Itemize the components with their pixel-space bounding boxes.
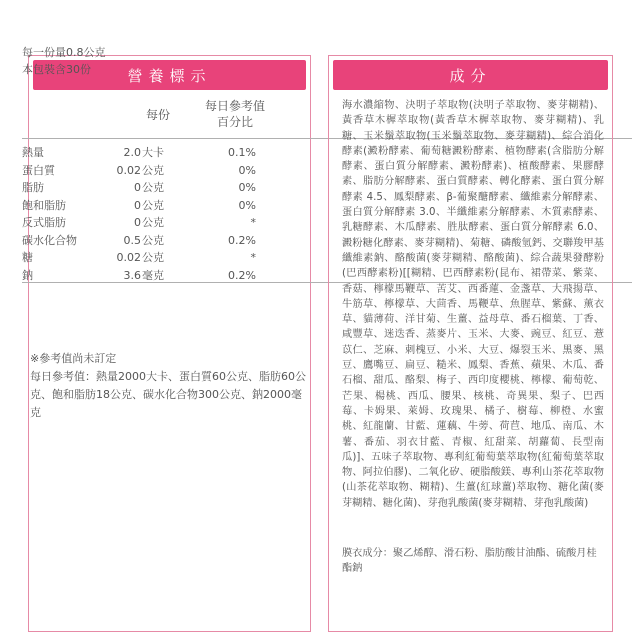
nutrient-daily-ref: 0%	[238, 163, 256, 177]
nutrition-row	[22, 233, 274, 249]
nutrient-unit: 公克	[142, 181, 164, 194]
nutrient-unit: 毫克	[142, 268, 164, 282]
col-daily-ref-line2: 百分比	[216, 115, 253, 129]
nutrition-row	[22, 180, 274, 196]
nutrient-unit: 公克	[142, 251, 164, 264]
nutrient-unit: 大卡	[142, 146, 164, 159]
nutrient-value: 3.6	[123, 268, 141, 282]
col-daily-ref-line1: 每日參考值	[204, 99, 265, 113]
nutrient-unit: 公克	[142, 216, 164, 229]
nutrition-row	[22, 198, 274, 214]
nutrient-unit: 公克	[142, 198, 164, 212]
ingredients-text: 海水濃縮物、決明子萃取物(決明子萃取物、麥芽糊精)、黃香草木樨萃取物(黃香草木樨萃取物、麥芽糊精)、乳糖、玉米鬚萃取物(玉米鬚萃取物、麥芽糊精)、綜合消化酵素(澱粉酵素、葡萄糖澱粉酵素、植物酵素(含脂肪分解酵素、蛋白質分解酵素、澱粉酵素)、植酸酵素、果膠酵素、脂肪分解酵素、蛋白質酵素、轉化酵素、蛋白質分解酵素 4.5、鳳梨酵素、β-葡聚醣酵素、纖維素分解酵素、蛋白質分解酵素 3.0、半纖維素分解酵素、木質素酵素、乳糖酵素、木瓜酵素、胜肽酵素、蛋白質分解酵素 6.0、澱粉糖化酵素、麥芽糊精)、菊糖、磷酸氫鈣、交聯羧甲基纖維素鈉、酪酸菌(麥芽糊精、酪酸菌)、綜合蔬果發酵粉(巴西酵素粉)[[糊精、巴西酵素粉(昆布、裙帶菜、紫菜、香菇、檸檬馬鞭草、苦艾、西番蓮、金盞草、大飛揚草、牛筋草、檸檬草、大茴香、馬鞭草、魚腥草、紫蘇、薰衣草、貓薄荷、洋甘菊、生薑、益母草、番石榴葉、丁香、咸豐草、迷迭香、蒸麥片、玉米、大麥、豌豆、紅豆、薏苡仁、芝麻、刺槐豆、小米、大豆、爆裂玉米、黑麥、黑豆、鷹嘴豆、扁豆、糙米、鳳梨、香蕉、蘋果、木瓜、番石榴、甜瓜、酪梨、梅子、西印度櫻桃、檸檬、葡萄乾、芒果、楊桃、西瓜、腰果、核桃、奇異果、梨子、巴西莓、卡姆果、萊姆、玫瑰果、橘子、樹莓、柳橙、水蜜桃、紅龍蘭、甘藍、蓮藕、牛蒡、荷苣、地瓜、南瓜、木薯、番茄、羽衣甘藍、青椒、紅甜菜、胡蘿蔔、長型南瓜)]、五味子萃取物、專利紅葡萄葉萃取物(紅葡萄葉萃取物、阿拉伯膠)、二氧化矽、硬脂酸鎂、專利山茶花萃取物(山茶花萃取物、糊精)、生薑(紅球薑)萃取物、糖化菌(麥芽糊精、糖化菌)、芽孢乳酸菌(麥芽糊精、芽孢乳酸菌)	[342, 100, 604, 509]
serving-info	[22, 44, 106, 78]
note-daily: 每日參考值：熱量2000大卡、蛋白質60公克、脂肪60公克、飽和脂肪18公克、碳水化合物300公克、鈉2000毫克	[30, 370, 306, 419]
nutrition-row	[22, 250, 274, 266]
nutrient-value: 0	[134, 181, 141, 194]
nutrition-notes	[30, 350, 310, 422]
nutrient-unit: 公克	[142, 233, 164, 247]
nutrient-daily-ref: 0.2%	[228, 268, 256, 282]
nutrient-name: 熱量	[22, 146, 44, 159]
col-daily-ref	[190, 98, 280, 130]
nutrition-title: 營養標示	[33, 60, 306, 90]
serving-size: 每一份量0.8公克	[22, 46, 106, 59]
nutrient-value: 0	[134, 198, 141, 212]
nutrient-daily-ref: *	[250, 251, 256, 264]
nutrient-value: 0.02	[116, 251, 141, 264]
nutrition-panel	[28, 55, 311, 632]
ingredients-title: 成分	[333, 60, 608, 90]
nutrient-name: 鈉	[22, 268, 33, 282]
nutrient-name: 脂肪	[22, 181, 44, 194]
nutrient-daily-ref: *	[250, 216, 256, 229]
nutrition-row	[22, 145, 274, 161]
nutrient-value: 0.02	[116, 163, 141, 177]
coating-text: 膜衣成分：聚乙烯醇、滑石粉、脂肪酸甘油酯、硫酸月桂酯鈉	[342, 548, 597, 575]
nutrition-row	[22, 215, 274, 231]
servings-per-pack: 本包裝含30份	[22, 63, 91, 76]
nutrient-name: 飽和脂肪	[22, 198, 66, 212]
nutrient-daily-ref: 0%	[238, 181, 256, 194]
nutrient-value: 0	[134, 216, 141, 229]
nutrient-daily-ref: 0.2%	[228, 233, 256, 247]
nutrient-value: 0.5	[123, 233, 141, 247]
nutrient-name: 糖	[22, 251, 33, 264]
nutrient-daily-ref: 0.1%	[228, 146, 256, 159]
nutrient-value: 2.0	[123, 146, 141, 159]
nutrition-row	[22, 163, 274, 179]
nutrient-name: 蛋白質	[22, 163, 55, 177]
nutrient-unit: 公克	[142, 163, 164, 177]
col-per-serving: 每份	[145, 108, 170, 122]
nutrient-name: 碳水化合物	[22, 233, 77, 247]
note-star: ※參考值尚未訂定	[30, 352, 117, 365]
nutrient-daily-ref: 0%	[238, 198, 256, 212]
nutrient-name: 反式脂肪	[22, 216, 66, 229]
